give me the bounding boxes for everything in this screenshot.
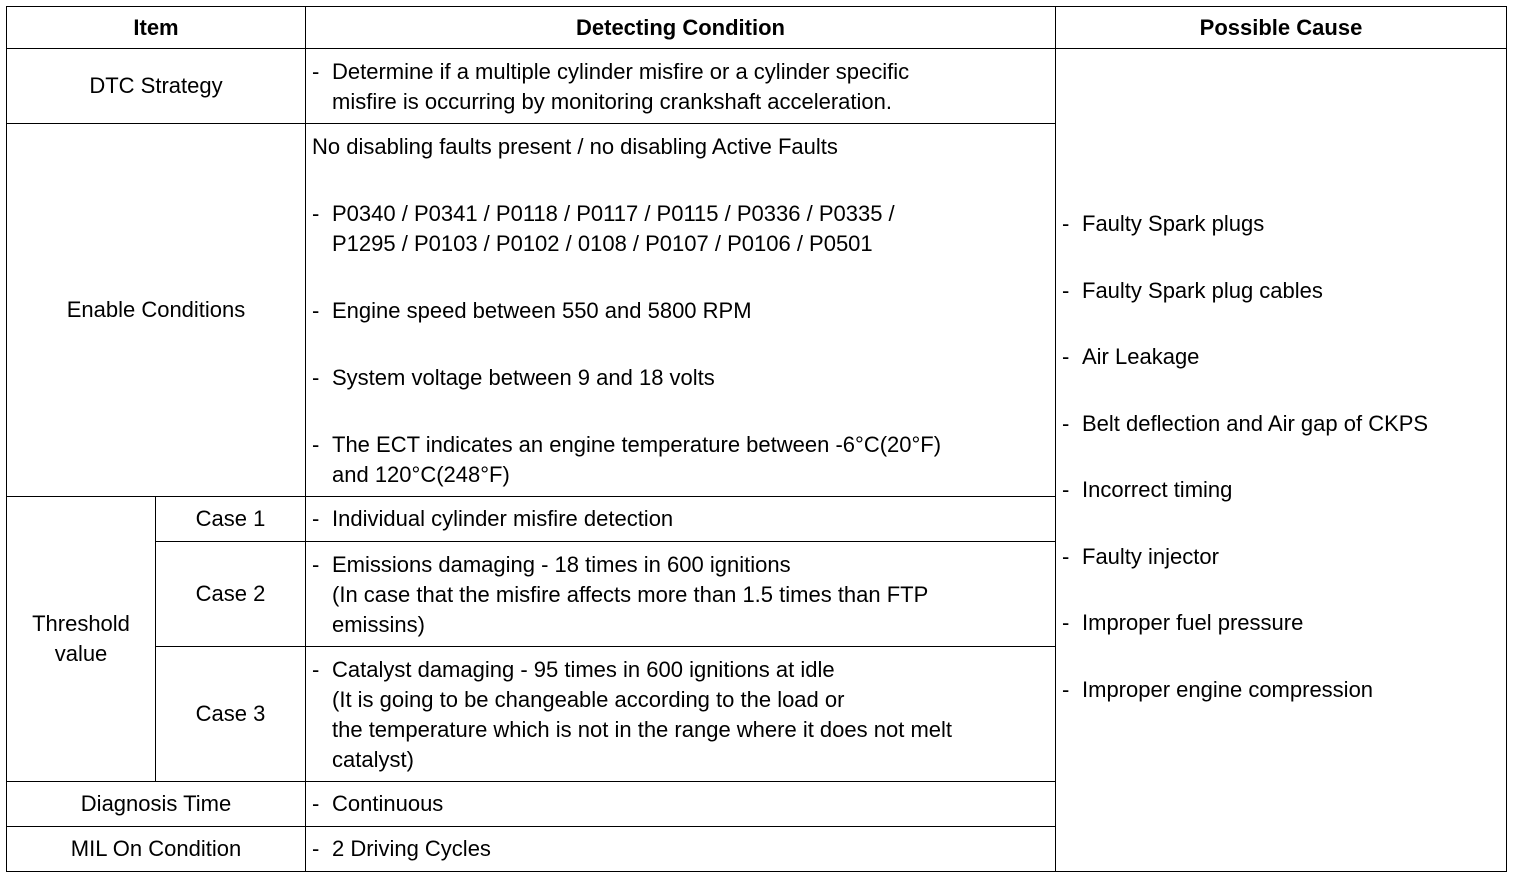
enable-speed: - Engine speed between 550 and 5800 RPM (312, 296, 1047, 326)
header-item: Item (7, 7, 306, 49)
case-3-condition (306, 647, 1056, 782)
enable-intro: No disabling faults present / no disabling Active Faults (312, 134, 838, 159)
case-1-label: Case 1 (156, 497, 306, 542)
cause-item: - Faulty Spark plug cables (1062, 276, 1506, 343)
enable-conditions-label: Enable Conditions (7, 124, 306, 497)
cause-item: - Improper engine compression (1062, 675, 1506, 742)
mil-on-condition-label: MIL On Condition (7, 827, 306, 872)
dtc-strategy-text: - Determine if a multiple cylinder misfire or a cylinder specific misfire is occurring by monitoring crankshaft acceleration. (312, 57, 1047, 117)
diagnostic-table (6, 6, 1507, 872)
cause-item: - Faulty injector (1062, 542, 1506, 609)
enable-codes: - P0340 / P0341 / P0118 / P0117 / P0115 / P0336 / P0335 / P1295 / P0103 / P0102 / 0108 / P0107 / P0106 / P0501 (312, 199, 1047, 259)
case-2-label: Case 2 (156, 542, 306, 647)
cause-item: - Air Leakage (1062, 342, 1506, 409)
dtc-strategy-label: DTC Strategy (7, 49, 306, 124)
threshold-value-label: Threshold value (7, 497, 156, 782)
enable-ect: - The ECT indicates an engine temperature between -6°C(20°F) and 120°C(248°F) (312, 430, 1047, 490)
mil-text: - 2 Driving Cycles (312, 834, 1047, 864)
diagnosis-time-label: Diagnosis Time (7, 782, 306, 827)
cause-item: - Improper fuel pressure (1062, 608, 1506, 675)
case-1-text: - Individual cylinder misfire detection (312, 504, 1047, 534)
header-detecting-condition: Detecting Condition (306, 7, 1056, 49)
mil-on-condition-condition (306, 827, 1056, 872)
diagnosis-time-condition (306, 782, 1056, 827)
enable-conditions-condition (306, 124, 1056, 497)
diagnosis-time-text: - Continuous (312, 789, 1047, 819)
cause-item: - Faulty Spark plugs (1062, 209, 1506, 276)
enable-voltage: - System voltage between 9 and 18 volts (312, 363, 1047, 393)
case-2-condition (306, 542, 1056, 647)
case-2-text: - Emissions damaging - 18 times in 600 ignitions (In case that the misfire affects more than 1.5 times than FTP emissins) (312, 550, 1047, 640)
cause-item: - Incorrect timing (1062, 475, 1506, 542)
case-3-label: Case 3 (156, 647, 306, 782)
header-possible-cause: Possible Cause (1056, 7, 1507, 49)
possible-cause-cell (1056, 49, 1507, 872)
dtc-strategy-condition (306, 49, 1056, 124)
case-3-text: - Catalyst damaging - 95 times in 600 ignitions at idle (It is going to be changeable according to the load or the temperature which is not in the range where it does not melt catalyst) (312, 655, 1047, 775)
cause-item: - Belt deflection and Air gap of CKPS (1062, 409, 1506, 476)
case-1-condition (306, 497, 1056, 542)
